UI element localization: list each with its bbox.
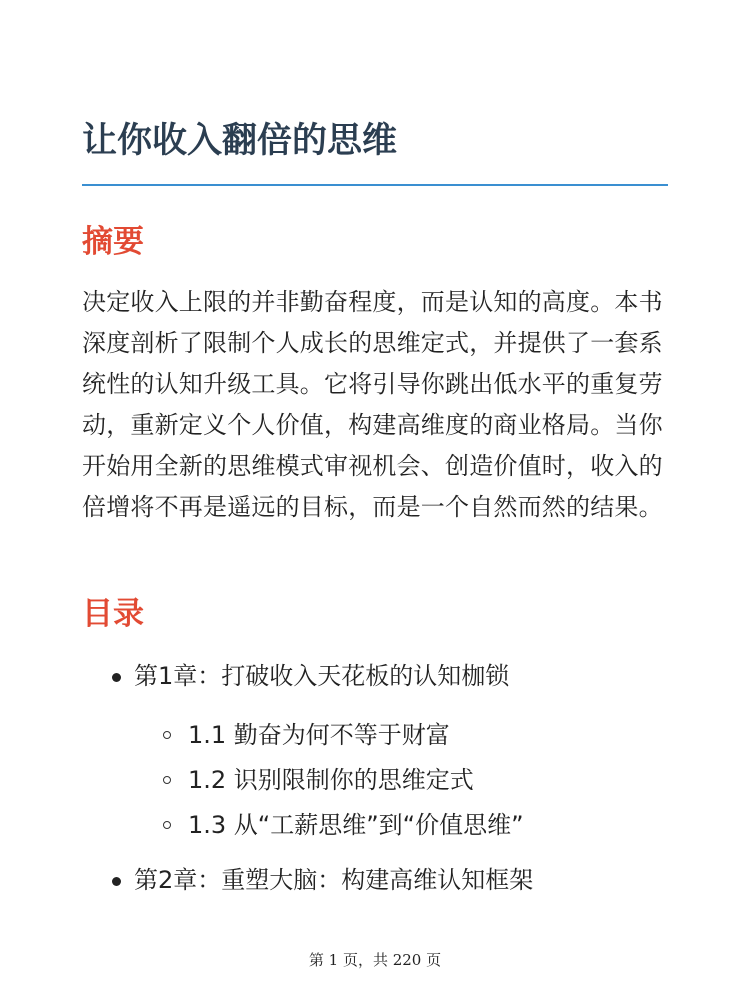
toc-section-label[interactable]: 1.1 勤奋为何不等于财富 (188, 721, 450, 749)
page-title: 让你收入翻倍的思维 (82, 121, 398, 161)
toc-heading: 目录 (82, 596, 144, 632)
bullet-circle-icon (163, 776, 171, 784)
bullet-disc-icon (112, 673, 121, 682)
bullet-disc-icon (112, 877, 121, 886)
toc-section-label[interactable]: 1.2 识别限制你的思维定式 (188, 766, 474, 794)
page-number-footer: 第 1 页，共 220 页 (308, 951, 442, 969)
toc-chapter-label[interactable]: 第2章：重塑大脑：构建高维认知框架 (134, 866, 534, 894)
title-divider (82, 184, 668, 186)
summary-paragraph: 决定收入上限的并非勤奋程度，而是认知的高度。本书深度剖析了限制个人成长的思维定式，并提供了一套系统性的认知升级工具。它将引导你跳出低水平的重复劳动，重新定义个人价值，构建高维度的商业格局。当你开始用全新的思维模式审视机会、创造价值时，收入的倍增将不再是遥远的目标，而是一个自然而然的结果。 (82, 288, 663, 521)
summary-heading: 摘要 (82, 224, 144, 260)
toc-section-label[interactable]: 1.3 从“工薪思维”到“价值思维” (188, 811, 524, 839)
bullet-circle-icon (163, 821, 171, 829)
toc-chapter-label[interactable]: 第1章：打破收入天花板的认知枷锁 (134, 662, 510, 690)
bullet-circle-icon (163, 731, 171, 739)
